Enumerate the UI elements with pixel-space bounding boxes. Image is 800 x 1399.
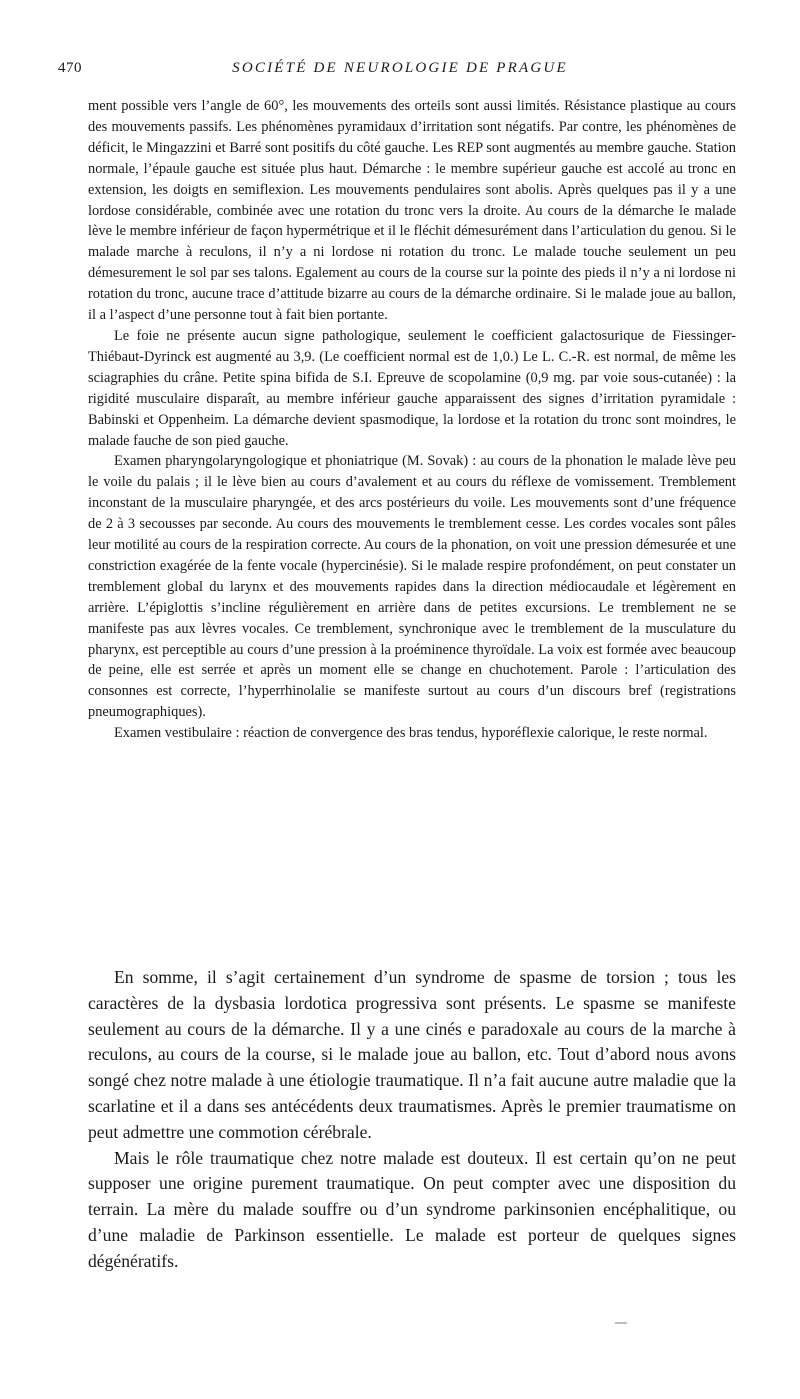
paragraph-liver-and-scopolamine: Le foie ne présente aucun signe pathologique, seulement le coefficient galactosurique de Fiessinger-Thiébaut-Dyrinck est augmenté au 3,9. (Le coefficient normal est de 1,0.) Le L. C.-R. est normal, de même les sciagraphies du crâne. Petite spina bifida de S.I. Epreuve de scopolamine (0,9 mg. par voie sous-cutanée) : la rigidité musculaire disparaît, au membre inférieur gauche apparaissent des signes d’irritation pyramidale : Babinski et Oppenheim. La démarche devient spasmodique, la lordose et la rotation du tronc sont moindres, le malade fauche de son pied gauche. [88,327,736,449]
page-number: 470 [58,60,82,76]
print-mark [615,1322,627,1324]
discussion-section [88,965,736,1275]
paragraph-vestibular-exam: Examen vestibulaire : réaction de convergence des bras tendus, hyporéflexie calorique, le reste normal. [114,725,708,742]
page-header [0,60,800,82]
paragraph-gait-examination: ment possible vers l’angle de 60°, les mouvements des orteils sont aussi limités. Résistance plastique au cours des mouvements passifs. Les phénomènes pyramidaux d’irritation sont négatifs. Par contre, les phénomènes de déficit, le Mingazzini et Barré sont positifs du côté gauche. Les REP sont augmentés au membre gauche. Station normale, l’épaule gauche est située plus haut. Démarche : le membre supérieur gauche est accolé au tronc en extension, les doigts en semiflexion. Les mouvements pendulaires sont abolis. Après quelques pas il y a une lordose considérable, combinée avec une rotation du tronc vers la droite. Au cours de la démarche le malade lève le membre inférieur de façon hypermétrique et il le fléchit démesurément dans l’articulation du genou. Si le malade marche à reculons, il n’y a ni lordose ni rotation du tronc. Le malade touche seulement un peu démesurement le sol par ses talons. Egalement au cours de la course sur la pointe des pieds il n’y a ni lordose ni rotation du tronc, aucune trace d’attitude bizarre au cours de la démarche ordinaire. Si le malade joue au ballon, il a l’aspect d’une personne tout à fait bien portante. [88,98,736,324]
running-head: SOCIÉTÉ DE NEUROLOGIE DE PRAGUE [232,60,568,76]
paragraph-pharyngolaryngology: Examen pharyngolaryngologique et phoniatrique (M. Sovak) : au cours de la phonation le malade lève peu le voile du palais ; il le lève bien au cours d’avalement et au cours du réflexe de vomissement. Tremblement inconstant de la musculaire pharyngée, et des arcs postérieurs du voile. Les mouvements sont d’une fréquence de 2 à 3 secousses par seconde. Au cours des mouvements le tremblement cesse. Les cordes vocales sont pâles leur motilité au cours de la respiration correcte. Au cours de la phonation, on voit une pression démesurée et une constriction exagérée de la fente vocale (hypercinésie). Si le malade respire profondément, on peut constater un tremblement global du larynx et des mouvements rapides dans la direction médiocaudale et légèrement en arrière. L’épiglottis s’incline régulièrement en arrière dans de petites excursions. Le tremblement ne se manifeste pas aux lèvres vocales. Ce tremblement, synchronique avec le tremblement de la musculature du pharynx, est perceptible au cours d’une pression à la proéminence thyroïdale. La voix est formée avec beaucoup de peine, elle est serrée et après un moment elle se change en chuchotement. Parole : l’articulation des consonnes est correcte, l’hyperrhinolalie se manifeste surtout au cours d’un discours bref (registrations pneumographiques). [88,453,736,721]
paragraph-summary: En somme, il s’agit certainement d’un syndrome de spasme de torsion ; tous les caractères de la dysbasia lordotica progressiva sont présents. Le spasme se manifeste seulement au cours de la démarche. Il y a une cinés e paradoxale au cours de la marche à reculons, au cours de la course, si le malade joue au ballon, etc. Tout d’abord nous avons songé chez notre malade à une étiologie traumatique. Il n’a fait aucune autre maladie que la scarlatine et il a dans ses antécédents deux traumatismes. Après le premier traumatisme on peut admettre une commotion cérébrale. [88,967,736,1142]
clinical-findings-section [88,96,736,744]
paragraph-etiology: Mais le rôle traumatique chez notre malade est douteux. Il est certain qu’on ne peut supposer une origine purement traumatique. On peut compter avec une disposition du terrain. La mère du malade souffre ou d’un syndrome parkinsonien encéphalitique, ou d’une maladie de Parkinson essentielle. Le malade est porteur de quelques signes dégénératifs. [88,1147,736,1271]
